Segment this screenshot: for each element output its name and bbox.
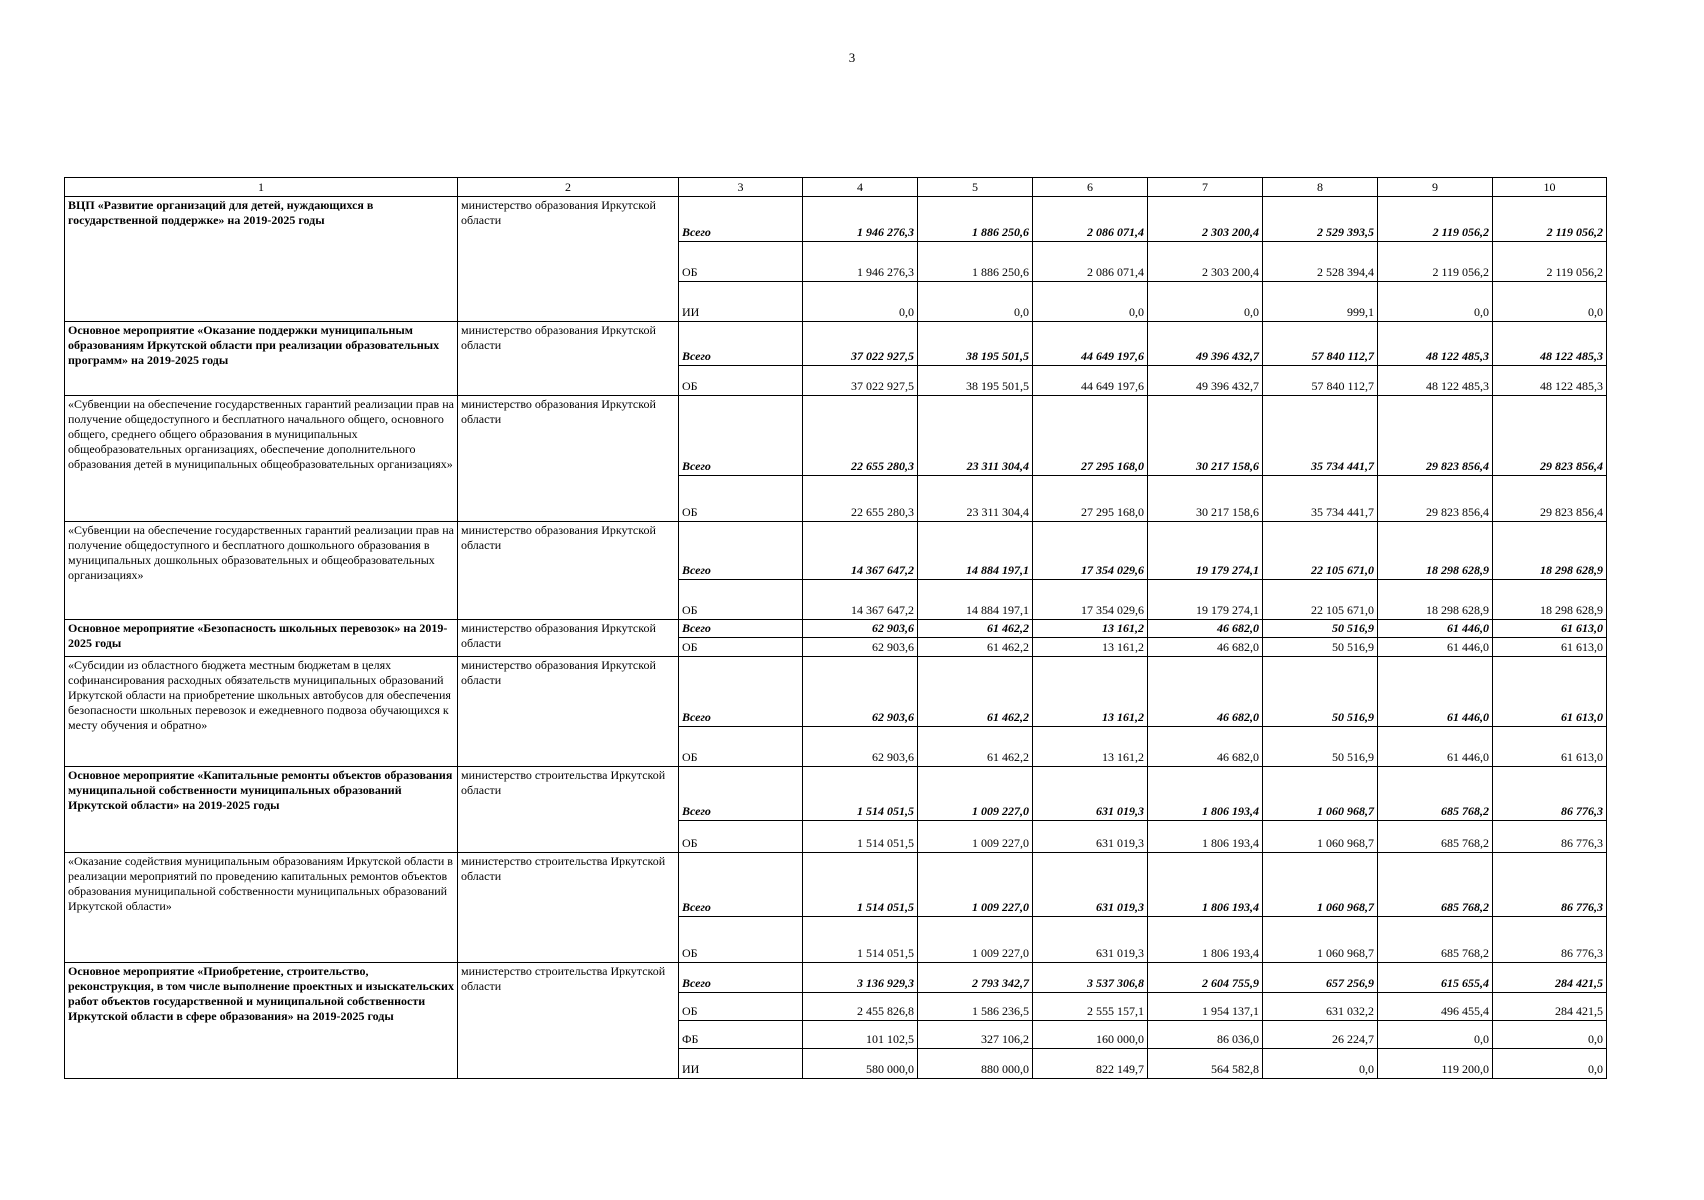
amount-cell: 999,1 [1263, 282, 1378, 322]
amount-cell: 2 086 071,4 [1033, 242, 1148, 282]
table-row [65, 767, 1607, 821]
amount-cell: 62 903,6 [803, 620, 918, 638]
amount-cell: 44 649 197,6 [1033, 366, 1148, 396]
funding-source: Всего [679, 963, 803, 993]
amount-cell: 61 446,0 [1378, 657, 1493, 727]
column-number: 4 [803, 178, 918, 197]
funding-source: ИИ [679, 1049, 803, 1079]
amount-cell: 46 682,0 [1148, 727, 1263, 767]
amount-cell: 119 200,0 [1378, 1049, 1493, 1079]
funding-source: Всего [679, 657, 803, 727]
program-name: «Оказание содействия муниципальным образованиям Иркутской области в реализации мероприятий по проведению капитальных ремонтов объектов образования муниципальной собственности муниципальных образований Иркутской области» [65, 853, 458, 963]
funding-source: ОБ [679, 366, 803, 396]
funding-source: Всего [679, 322, 803, 366]
amount-cell: 631 019,3 [1033, 917, 1148, 963]
amount-cell: 1 946 276,3 [803, 197, 918, 242]
amount-cell: 1 886 250,6 [918, 197, 1033, 242]
amount-cell: 1 060 968,7 [1263, 767, 1378, 821]
amount-cell: 1 806 193,4 [1148, 767, 1263, 821]
amount-cell: 685 768,2 [1378, 821, 1493, 853]
funding-source: ОБ [679, 638, 803, 657]
amount-cell: 86 776,3 [1493, 853, 1607, 917]
amount-cell: 14 884 197,1 [918, 580, 1033, 620]
amount-cell: 61 613,0 [1493, 727, 1607, 767]
amount-cell: 35 734 441,7 [1263, 476, 1378, 522]
amount-cell: 46 682,0 [1148, 657, 1263, 727]
amount-cell: 30 217 158,6 [1148, 476, 1263, 522]
amount-cell: 0,0 [1493, 1021, 1607, 1049]
amount-cell: 1 009 227,0 [918, 853, 1033, 917]
amount-cell: 61 446,0 [1378, 638, 1493, 657]
amount-cell: 2 119 056,2 [1378, 242, 1493, 282]
amount-cell: 2 119 056,2 [1378, 197, 1493, 242]
funding-source: ФБ [679, 1021, 803, 1049]
amount-cell: 29 823 856,4 [1493, 396, 1607, 476]
amount-cell: 13 161,2 [1033, 638, 1148, 657]
amount-cell: 685 768,2 [1378, 917, 1493, 963]
amount-cell: 1 806 193,4 [1148, 821, 1263, 853]
program-name: «Субвенции на обеспечение государственных гарантий реализации прав на получение общедоступного и бесплатного дошкольного образования в муниципальных дошкольных образовательных и общеобразовательных организациях» [65, 522, 458, 620]
amount-cell: 1 514 051,5 [803, 853, 918, 917]
program-name: «Субсидии из областного бюджета местным бюджетам в целях софинансирования расходных обязательств муниципальных образований Иркутской области на приобретение школьных автобусов для обеспечения безопасности школьных перевозок и ежедневного подвоза обучающихся к месту обучения и обратно» [65, 657, 458, 767]
amount-cell: 48 122 485,3 [1493, 366, 1607, 396]
column-number: 5 [918, 178, 1033, 197]
amount-cell: 18 298 628,9 [1378, 580, 1493, 620]
amount-cell: 50 516,9 [1263, 620, 1378, 638]
amount-cell: 1 886 250,6 [918, 242, 1033, 282]
amount-cell: 27 295 168,0 [1033, 476, 1148, 522]
amount-cell: 14 367 647,2 [803, 522, 918, 580]
amount-cell: 1 009 227,0 [918, 821, 1033, 853]
executor: министерство образования Иркутской области [458, 620, 679, 657]
amount-cell: 46 682,0 [1148, 620, 1263, 638]
amount-cell: 13 161,2 [1033, 657, 1148, 727]
column-number: 2 [458, 178, 679, 197]
executor: министерство образования Иркутской области [458, 197, 679, 322]
executor: министерство образования Иркутской области [458, 322, 679, 396]
amount-cell: 35 734 441,7 [1263, 396, 1378, 476]
amount-cell: 2 303 200,4 [1148, 197, 1263, 242]
amount-cell: 0,0 [1378, 1021, 1493, 1049]
amount-cell: 0,0 [803, 282, 918, 322]
amount-cell: 1 009 227,0 [918, 767, 1033, 821]
amount-cell: 57 840 112,7 [1263, 366, 1378, 396]
amount-cell: 61 613,0 [1493, 638, 1607, 657]
table-row [65, 197, 1607, 242]
amount-cell: 18 298 628,9 [1378, 522, 1493, 580]
amount-cell: 17 354 029,6 [1033, 522, 1148, 580]
amount-cell: 18 298 628,9 [1493, 580, 1607, 620]
funding-source: Всего [679, 767, 803, 821]
table-row [65, 396, 1607, 476]
funding-source: ОБ [679, 476, 803, 522]
amount-cell: 18 298 628,9 [1493, 522, 1607, 580]
amount-cell: 61 446,0 [1378, 727, 1493, 767]
amount-cell: 48 122 485,3 [1493, 322, 1607, 366]
table-row [65, 322, 1607, 366]
program-name: «Субвенции на обеспечение государственных гарантий реализации прав на получение общедоступного и бесплатного начального общего, основного общего, среднего общего образования в муниципальных общеобразовательных организациях, обеспечение дополнительного образования детей в муниципальных общеобразовательных организациях» [65, 396, 458, 522]
funding-source: ОБ [679, 580, 803, 620]
funding-source: Всего [679, 853, 803, 917]
amount-cell: 2 528 394,4 [1263, 242, 1378, 282]
amount-cell: 0,0 [1263, 1049, 1378, 1079]
amount-cell: 14 367 647,2 [803, 580, 918, 620]
amount-cell: 50 516,9 [1263, 638, 1378, 657]
funding-source: Всего [679, 522, 803, 580]
amount-cell: 13 161,2 [1033, 620, 1148, 638]
amount-cell: 631 019,3 [1033, 767, 1148, 821]
amount-cell: 86 776,3 [1493, 917, 1607, 963]
funding-source: Всего [679, 197, 803, 242]
amount-cell: 37 022 927,5 [803, 322, 918, 366]
amount-cell: 19 179 274,1 [1148, 580, 1263, 620]
executor: министерство образования Иркутской области [458, 522, 679, 620]
amount-cell: 2 604 755,9 [1148, 963, 1263, 993]
amount-cell: 0,0 [1378, 282, 1493, 322]
amount-cell: 29 823 856,4 [1378, 396, 1493, 476]
amount-cell: 1 806 193,4 [1148, 917, 1263, 963]
program-name: Основное мероприятие «Приобретение, строительство, реконструкция, в том числе выполнение проектных и изыскательских работ объектов государственной и муниципальной собственности Иркутской области в сфере образования» на 2019-2025 годы [65, 963, 458, 1079]
amount-cell: 44 649 197,6 [1033, 322, 1148, 366]
table-row [65, 963, 1607, 993]
amount-cell: 86 776,3 [1493, 821, 1607, 853]
amount-cell: 2 303 200,4 [1148, 242, 1263, 282]
table-row [65, 657, 1607, 727]
amount-cell: 14 884 197,1 [918, 522, 1033, 580]
amount-cell: 1 514 051,5 [803, 821, 918, 853]
amount-cell: 685 768,2 [1378, 767, 1493, 821]
amount-cell: 61 462,2 [918, 638, 1033, 657]
amount-cell: 23 311 304,4 [918, 396, 1033, 476]
funding-source: ОБ [679, 917, 803, 963]
table-row [65, 853, 1607, 917]
amount-cell: 22 105 671,0 [1263, 522, 1378, 580]
amount-cell: 2 555 157,1 [1033, 993, 1148, 1021]
amount-cell: 29 823 856,4 [1493, 476, 1607, 522]
amount-cell: 29 823 856,4 [1378, 476, 1493, 522]
budget-table [64, 177, 1607, 1079]
amount-cell: 22 105 671,0 [1263, 580, 1378, 620]
amount-cell: 1 806 193,4 [1148, 853, 1263, 917]
column-number: 8 [1263, 178, 1378, 197]
amount-cell: 13 161,2 [1033, 727, 1148, 767]
amount-cell: 1 586 236,5 [918, 993, 1033, 1021]
funding-source: Всего [679, 620, 803, 638]
amount-cell: 62 903,6 [803, 727, 918, 767]
amount-cell: 580 000,0 [803, 1049, 918, 1079]
funding-source: ОБ [679, 242, 803, 282]
amount-cell: 657 256,9 [1263, 963, 1378, 993]
amount-cell: 2 119 056,2 [1493, 242, 1607, 282]
amount-cell: 631 032,2 [1263, 993, 1378, 1021]
table-row [65, 522, 1607, 580]
amount-cell: 564 582,8 [1148, 1049, 1263, 1079]
amount-cell: 685 768,2 [1378, 853, 1493, 917]
amount-cell: 0,0 [1493, 282, 1607, 322]
amount-cell: 284 421,5 [1493, 993, 1607, 1021]
column-number: 10 [1493, 178, 1607, 197]
amount-cell: 22 655 280,3 [803, 396, 918, 476]
page-number: 3 [848, 50, 856, 65]
amount-cell: 62 903,6 [803, 638, 918, 657]
column-number-row [65, 178, 1607, 197]
amount-cell: 880 000,0 [918, 1049, 1033, 1079]
amount-cell: 2 793 342,7 [918, 963, 1033, 993]
amount-cell: 46 682,0 [1148, 638, 1263, 657]
amount-cell: 19 179 274,1 [1148, 522, 1263, 580]
amount-cell: 1 514 051,5 [803, 767, 918, 821]
funding-source: ОБ [679, 993, 803, 1021]
amount-cell: 50 516,9 [1263, 657, 1378, 727]
amount-cell: 61 446,0 [1378, 620, 1493, 638]
amount-cell: 50 516,9 [1263, 727, 1378, 767]
amount-cell: 0,0 [1493, 1049, 1607, 1079]
amount-cell: 61 462,2 [918, 727, 1033, 767]
amount-cell: 38 195 501,5 [918, 366, 1033, 396]
funding-source: ОБ [679, 727, 803, 767]
amount-cell: 496 455,4 [1378, 993, 1493, 1021]
amount-cell: 0,0 [1033, 282, 1148, 322]
amount-cell: 160 000,0 [1033, 1021, 1148, 1049]
amount-cell: 23 311 304,4 [918, 476, 1033, 522]
funding-source: Всего [679, 396, 803, 476]
amount-cell: 48 122 485,3 [1378, 366, 1493, 396]
amount-cell: 327 106,2 [918, 1021, 1033, 1049]
column-number: 7 [1148, 178, 1263, 197]
amount-cell: 1 060 968,7 [1263, 821, 1378, 853]
amount-cell: 2 086 071,4 [1033, 197, 1148, 242]
column-number: 1 [65, 178, 458, 197]
table-body [65, 178, 1607, 1079]
amount-cell: 27 295 168,0 [1033, 396, 1148, 476]
amount-cell: 22 655 280,3 [803, 476, 918, 522]
program-name: Основное мероприятие «Капитальные ремонты объектов образования муниципальной собственности муниципальных образований Иркутской области» на 2019-2025 годы [65, 767, 458, 853]
funding-source: ИИ [679, 282, 803, 322]
amount-cell: 1 009 227,0 [918, 917, 1033, 963]
amount-cell: 822 149,7 [1033, 1049, 1148, 1079]
amount-cell: 1 954 137,1 [1148, 993, 1263, 1021]
table-row [65, 620, 1607, 638]
column-number: 6 [1033, 178, 1148, 197]
amount-cell: 3 537 306,8 [1033, 963, 1148, 993]
amount-cell: 49 396 432,7 [1148, 366, 1263, 396]
amount-cell: 26 224,7 [1263, 1021, 1378, 1049]
amount-cell: 62 903,6 [803, 657, 918, 727]
column-number: 3 [679, 178, 803, 197]
amount-cell: 631 019,3 [1033, 821, 1148, 853]
executor: министерство строительства Иркутской области [458, 853, 679, 963]
executor: министерство строительства Иркутской области [458, 963, 679, 1079]
amount-cell: 38 195 501,5 [918, 322, 1033, 366]
amount-cell: 1 946 276,3 [803, 242, 918, 282]
amount-cell: 49 396 432,7 [1148, 322, 1263, 366]
amount-cell: 1 060 968,7 [1263, 917, 1378, 963]
executor: министерство образования Иркутской области [458, 657, 679, 767]
executor: министерство строительства Иркутской области [458, 767, 679, 853]
amount-cell: 86 776,3 [1493, 767, 1607, 821]
amount-cell: 101 102,5 [803, 1021, 918, 1049]
amount-cell: 2 119 056,2 [1493, 197, 1607, 242]
amount-cell: 61 613,0 [1493, 657, 1607, 727]
amount-cell: 615 655,4 [1378, 963, 1493, 993]
funding-source: ОБ [679, 821, 803, 853]
program-name: Основное мероприятие «Оказание поддержки муниципальным образованиям Иркутской области при реализации образовательных программ» на 2019-2025 годы [65, 322, 458, 396]
amount-cell: 86 036,0 [1148, 1021, 1263, 1049]
amount-cell: 2 455 826,8 [803, 993, 918, 1021]
amount-cell: 0,0 [918, 282, 1033, 322]
amount-cell: 631 019,3 [1033, 853, 1148, 917]
amount-cell: 0,0 [1148, 282, 1263, 322]
executor: министерство образования Иркутской области [458, 396, 679, 522]
program-name: ВЦП «Развитие организаций для детей, нуждающихся в государственной поддержке» на 2019-2025 годы [65, 197, 458, 322]
amount-cell: 61 613,0 [1493, 620, 1607, 638]
amount-cell: 1 514 051,5 [803, 917, 918, 963]
amount-cell: 48 122 485,3 [1378, 322, 1493, 366]
amount-cell: 37 022 927,5 [803, 366, 918, 396]
amount-cell: 284 421,5 [1493, 963, 1607, 993]
amount-cell: 17 354 029,6 [1033, 580, 1148, 620]
amount-cell: 1 060 968,7 [1263, 853, 1378, 917]
program-name: Основное мероприятие «Безопасность школьных перевозок» на 2019-2025 годы [65, 620, 458, 657]
column-number: 9 [1378, 178, 1493, 197]
amount-cell: 3 136 929,3 [803, 963, 918, 993]
amount-cell: 57 840 112,7 [1263, 322, 1378, 366]
amount-cell: 61 462,2 [918, 657, 1033, 727]
amount-cell: 61 462,2 [918, 620, 1033, 638]
amount-cell: 2 529 393,5 [1263, 197, 1378, 242]
amount-cell: 30 217 158,6 [1148, 396, 1263, 476]
